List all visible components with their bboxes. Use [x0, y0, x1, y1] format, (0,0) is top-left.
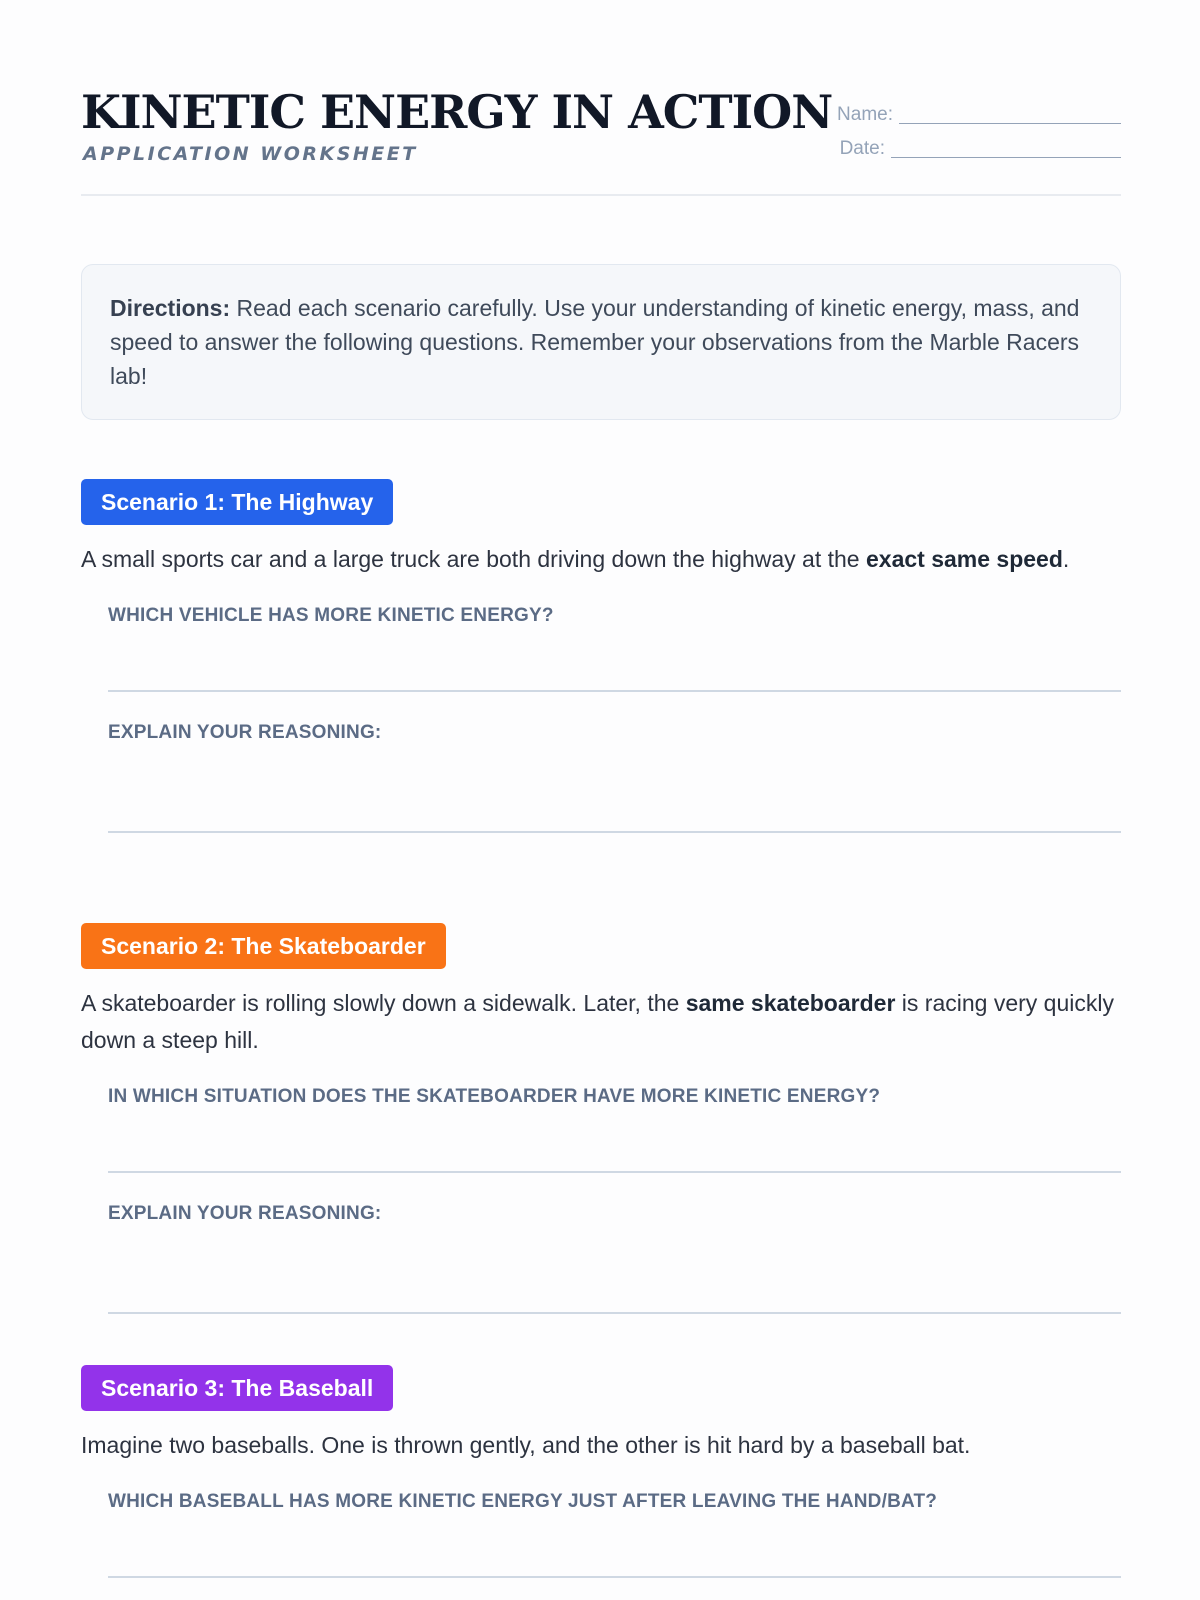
question-1 — [108, 1085, 1121, 1173]
question-label: EXPLAIN YOUR REASONING: — [108, 722, 382, 743]
date-label: Date: — [839, 138, 885, 159]
question-label: IN WHICH SITUATION DOES THE SKATEBOARDER HAVE MORE KINETIC ENERGY? — [108, 1086, 881, 1107]
scenario-text-emphasis: exact same speed — [865, 546, 1063, 572]
worksheet-page — [81, 0, 1121, 1512]
page-subtitle: APPLICATION WORKSHEET — [83, 143, 418, 165]
scenario-3 — [81, 1365, 1121, 1578]
scenario-text — [81, 541, 1121, 578]
answer-line[interactable] — [108, 1109, 1121, 1173]
date-row — [821, 128, 1121, 162]
answer-line[interactable] — [108, 1226, 1121, 1314]
date-field[interactable] — [891, 137, 1121, 158]
scenario-1 — [81, 479, 1121, 833]
question-label: WHICH BASEBALL HAS MORE KINETIC ENERGY JUST AFTER LEAVING THE HAND/BAT? — [108, 1491, 938, 1512]
question-2 — [108, 1202, 1121, 1314]
answer-line[interactable] — [108, 1514, 1121, 1578]
scenario-text-emphasis: same skateboarder — [685, 990, 896, 1016]
scenario-text-part: . — [1062, 546, 1070, 572]
name-field[interactable] — [899, 103, 1121, 124]
directions-text: Read each scenario carefully. Use your understanding of kinetic energy, mass, and speed to answer the following questions. Remember your observations from the Marble Racers lab! — [110, 295, 1080, 389]
answer-line[interactable] — [108, 628, 1121, 692]
scenario-text-part: Imagine two baseballs. One is thrown gently, and the other is hit hard by a baseball bat. — [81, 1432, 971, 1458]
scenario-badge: Scenario 3: The Baseball — [81, 1365, 393, 1411]
name-label: Name: — [837, 104, 893, 125]
student-info — [821, 94, 1121, 162]
scenario-text-part: A skateboarder is rolling slowly down a sidewalk. Later, the — [81, 990, 686, 1016]
scenario-text-part: A small sports car and a large truck are both driving down the highway at the — [81, 546, 866, 572]
name-row — [821, 94, 1121, 128]
worksheet-header — [81, 0, 1121, 196]
answer-line[interactable] — [108, 745, 1121, 833]
scenario-2 — [81, 923, 1121, 1314]
scenario-text-part: is racing very quickly down a steep hill. — [81, 990, 1114, 1053]
question-label: WHICH VEHICLE HAS MORE KINETIC ENERGY? — [108, 605, 554, 626]
question-1 — [108, 1490, 1121, 1578]
scenario-badge: Scenario 1: The Highway — [81, 479, 393, 525]
scenario-text — [81, 1427, 1121, 1464]
question-2 — [108, 721, 1121, 833]
directions-label: Directions: — [110, 295, 231, 321]
question-label: EXPLAIN YOUR REASONING: — [108, 1203, 382, 1224]
scenario-text — [81, 985, 1121, 1059]
scenario-badge: Scenario 2: The Skateboarder — [81, 923, 446, 969]
question-1 — [108, 604, 1121, 692]
page-title: KINETIC ENERGY IN ACTION — [81, 85, 833, 139]
directions-box — [81, 264, 1121, 420]
